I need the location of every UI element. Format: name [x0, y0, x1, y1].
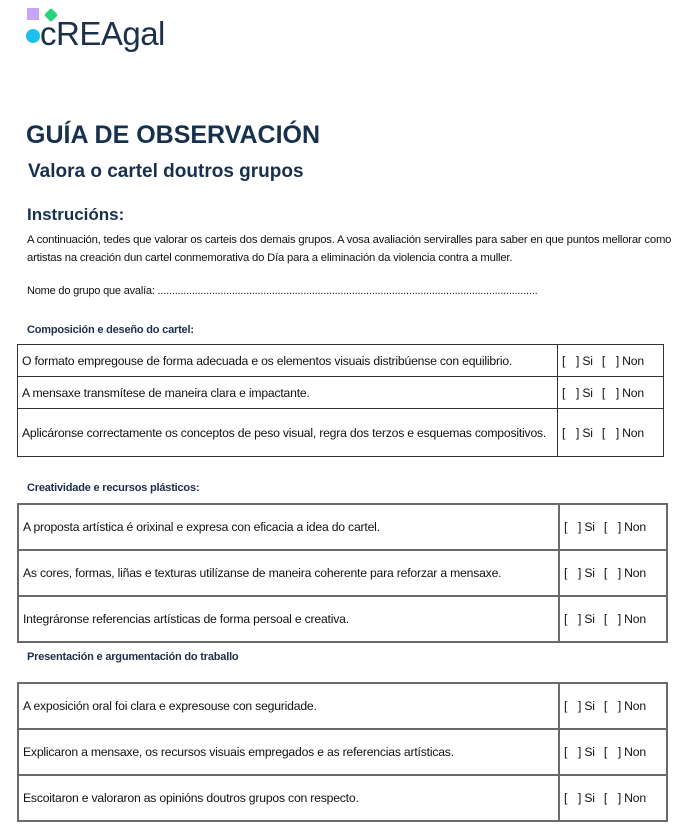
logo-circle-icon — [26, 29, 40, 43]
section-heading-presentation: Presentación e argumentación do traballo — [27, 651, 239, 663]
composition-table — [17, 344, 664, 457]
option-non[interactable]: [ ] Non — [601, 353, 644, 368]
criterion-text: As cores, formas, liñas e texturas utilízanse de maneira coherente para reforzar a mensaxe. — [18, 550, 559, 596]
option-si[interactable]: [ ] Si — [562, 425, 593, 440]
logo-text: cREAgal — [40, 15, 165, 52]
option-si[interactable]: [ ] Si — [564, 566, 595, 580]
criterion-text: A exposición oral foi clara e expresouse con seguridade. — [18, 683, 559, 729]
criterion-text: Escoitaron e valoraron as opinións doutros grupos con respecto. — [18, 775, 559, 821]
option-si[interactable]: [ ] Si — [562, 353, 593, 368]
option-non[interactable]: [ ] Non — [603, 566, 646, 580]
logo-square-icon — [27, 8, 39, 20]
table-row — [18, 775, 667, 821]
answer-options — [559, 729, 667, 775]
section-heading-creativity: Creatividade e recursos plásticos: — [27, 482, 200, 494]
option-non[interactable]: [ ] Non — [603, 699, 646, 713]
criterion-text: A proposta artística é orixinal e expresa con eficacia a idea do cartel. — [18, 504, 559, 550]
answer-options — [559, 775, 667, 821]
table-row — [18, 729, 667, 775]
table-row — [18, 683, 667, 729]
option-non[interactable]: [ ] Non — [603, 791, 646, 805]
answer-options — [558, 409, 664, 457]
instructions-heading: Instrucións: — [27, 205, 125, 224]
section-heading-composition: Composición e deseño do cartel: — [27, 324, 194, 336]
presentation-table — [17, 682, 668, 822]
group-name-field[interactable]: Nome do grupo que avalía: ..................................................................................................................................... — [27, 285, 538, 297]
criterion-text: Aplicáronse correctamente os conceptos de peso visual, regra dos terzos e esquemas compositivos. — [18, 409, 558, 457]
option-non[interactable]: [ ] Non — [601, 425, 644, 440]
criterion-text: Explicaron a mensaxe, os recursos visuais empregados e as referencias artísticas. — [18, 729, 559, 775]
table-row — [18, 550, 667, 596]
table-row — [18, 504, 667, 550]
option-si[interactable]: [ ] Si — [564, 699, 595, 713]
criterion-text: O formato empregouse de forma adecuada e os elementos visuais distribúense con equilibrio. — [18, 345, 558, 377]
table-row — [18, 596, 667, 642]
page-title: GUÍA DE OBSERVACIÓN — [26, 121, 321, 149]
option-si[interactable]: [ ] Si — [564, 612, 595, 626]
instructions-text: A continuación, tedes que valorar os carteis dos demais grupos. A vosa avaliación serviralles para saber en que puntos mellorar como artistas na creación dun cartel conmemorativa do Día para a eliminación da violencia contra a muller. — [27, 234, 672, 264]
table-row — [18, 409, 664, 457]
page-subtitle: Valora o cartel doutros grupos — [28, 161, 304, 182]
option-si[interactable]: [ ] Si — [562, 385, 593, 400]
answer-options — [558, 377, 664, 409]
option-non[interactable]: [ ] Non — [603, 745, 646, 759]
option-non[interactable]: [ ] Non — [601, 385, 644, 400]
criterion-text: A mensaxe transmítese de maneira clara e impactante. — [18, 377, 558, 409]
criterion-text: Integráronse referencias artísticas de forma persoal e creativa. — [18, 596, 559, 642]
option-non[interactable]: [ ] Non — [603, 520, 646, 534]
answer-options — [559, 504, 667, 550]
answer-options — [559, 683, 667, 729]
option-non[interactable]: [ ] Non — [603, 612, 646, 626]
option-si[interactable]: [ ] Si — [564, 745, 595, 759]
creativity-table — [17, 503, 668, 643]
option-si[interactable]: [ ] Si — [564, 791, 595, 805]
answer-options — [559, 550, 667, 596]
answer-options — [558, 345, 664, 377]
answer-options — [559, 596, 667, 642]
table-row — [18, 377, 664, 409]
option-si[interactable]: [ ] Si — [564, 520, 595, 534]
table-row — [18, 345, 664, 377]
